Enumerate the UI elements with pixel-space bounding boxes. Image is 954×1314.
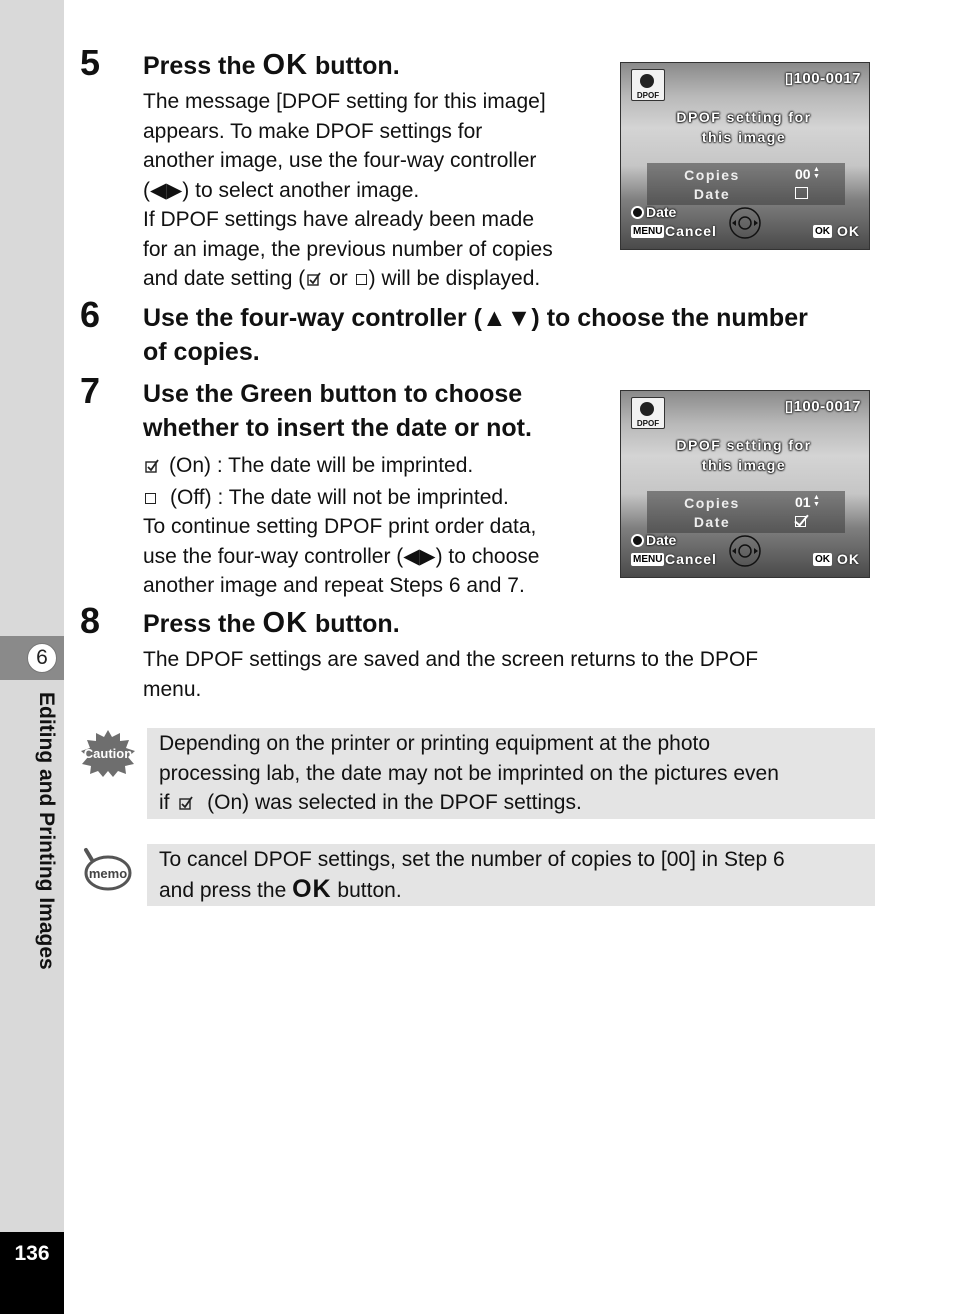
body-line: The DPOF settings are saved and the screen returns to the DPOF [143, 648, 759, 671]
body-line: appears. To make DPOF settings for [143, 119, 483, 143]
menu-key-icon: MENU [633, 554, 663, 565]
page-number: 136 [14, 1242, 50, 1265]
note-line [159, 875, 863, 906]
ok-symbol: OK [262, 49, 309, 81]
chapter-title: Editing and Printing Images [35, 692, 58, 970]
green-button-label: Date [646, 204, 677, 220]
checkbox-checked-icon [145, 459, 159, 473]
dpof-icon: DPOF [631, 69, 665, 101]
heading-text: Press the [143, 610, 263, 638]
body-text: and date setting ( [143, 267, 306, 290]
green-button-icon [631, 206, 644, 219]
green-button-label: Date [646, 532, 677, 548]
body-line: another image, use the four-way controller [143, 149, 537, 172]
heading-text: button. [308, 52, 400, 80]
note-line [159, 788, 863, 818]
body-line: menu. [143, 677, 202, 701]
body-text: ) will be displayed. [368, 267, 541, 290]
step-number: 8 [80, 600, 101, 641]
file-number-text: 100-0017 [793, 70, 861, 87]
body-text: or [323, 267, 354, 290]
cancel-label: Cancel [665, 551, 717, 567]
step-number: 5 [80, 42, 101, 83]
caution-icon-label: Caution [83, 746, 133, 761]
up-down-arrows-icon: ▲ ▼ [813, 494, 820, 508]
heading-line: Use the four-way controller (▲▼) to choose the number [143, 304, 808, 332]
chapter-number: 6 [27, 643, 57, 673]
note-text: if [159, 791, 176, 814]
date-label: Date [693, 514, 731, 530]
green-button-icon [631, 534, 644, 547]
step-body [143, 87, 553, 294]
up-down-arrows-icon: ▲ ▼ [813, 166, 820, 180]
note-line: To cancel DPOF settings, set the number of copies to [00] in Step 6 [159, 848, 785, 871]
ok-label: OK [837, 551, 860, 567]
settings-panel [647, 491, 845, 533]
body-line: for an image, the previous number of copies [143, 237, 553, 261]
body-line: The message [DPOF setting for this image] [143, 90, 546, 113]
file-number-text: 100-0017 [793, 398, 861, 415]
checkbox-empty-icon [356, 274, 367, 285]
step-number: 6 [80, 294, 101, 335]
checkbox-empty-icon [145, 493, 156, 504]
cancel-label: Cancel [665, 223, 717, 239]
heading-text: button. [308, 610, 400, 638]
ok-symbol: OK [292, 874, 332, 903]
copies-value: 00 [795, 166, 811, 182]
ok-key-icon: OK [815, 226, 830, 237]
step-body [143, 645, 758, 704]
step-heading [143, 301, 808, 369]
body-line: (◀▶) to select another image. [143, 178, 420, 202]
camera-screen [620, 390, 870, 578]
heading-line: Use the Green button to choose [143, 380, 523, 408]
dpof-icon: DPOF [631, 397, 665, 429]
copies-value: 01 [795, 494, 811, 510]
caution-icon [78, 728, 138, 778]
body-line: use the four-way controller (◀▶) to choose [143, 544, 540, 568]
note-text: button. [331, 878, 402, 902]
four-way-controller-icon [728, 206, 762, 240]
memo-icon-label: memo [88, 866, 128, 881]
option-off [143, 482, 509, 514]
option-on [143, 450, 509, 482]
ok-key-icon: OK [815, 554, 830, 565]
checkbox-checked-icon [307, 272, 321, 286]
menu-key-icon: MENU [633, 226, 663, 237]
memo-icon [80, 846, 132, 892]
note-text: (On) was selected in the DPOF settings. [201, 791, 582, 814]
step-heading [143, 377, 532, 445]
message-line: DPOF setting for [676, 109, 812, 125]
caution-note [147, 728, 875, 819]
option-text: (Off) : The date will not be imprinted. [170, 486, 509, 509]
heading-line: whether to insert the date or not. [143, 414, 532, 442]
message-line: this image [701, 457, 787, 473]
message-line: DPOF setting for [676, 437, 812, 453]
four-way-controller-icon [728, 534, 762, 568]
memo-note [147, 844, 875, 906]
ok-symbol: OK [262, 607, 309, 639]
heading-line: of copies. [143, 338, 260, 366]
step-body [143, 512, 539, 601]
date-checkbox-checked-icon [793, 513, 811, 529]
settings-panel [647, 163, 845, 205]
camera-screen [620, 62, 870, 250]
file-number: ▯100-0017 [784, 398, 861, 415]
body-line [143, 264, 553, 294]
option-text: (On) : The date will be imprinted. [169, 454, 474, 477]
step-heading [143, 48, 400, 83]
note-line: Depending on the printer or printing equipment at the photo [159, 732, 711, 755]
note-text: and press the [159, 878, 293, 902]
ok-label: OK [837, 223, 860, 239]
screen-message [621, 435, 867, 475]
screen-message [621, 107, 867, 147]
body-line: If DPOF settings have already been made [143, 208, 535, 231]
file-number: ▯100-0017 [784, 70, 861, 87]
checkbox-checked-icon [179, 796, 193, 810]
message-line: this image [701, 129, 787, 145]
date-options [143, 450, 509, 514]
date-checkbox-empty-icon [795, 187, 808, 199]
step-number: 7 [80, 370, 101, 411]
body-line: another image and repeat Steps 6 and 7. [143, 574, 525, 597]
body-line: To continue setting DPOF print order data, [143, 515, 537, 538]
step-heading [143, 606, 400, 641]
copies-label: Copies [684, 167, 740, 183]
heading-text: Press the [143, 52, 263, 80]
date-label: Date [693, 186, 731, 202]
copies-label: Copies [684, 495, 740, 511]
note-line: processing lab, the date may not be imprinted on the pictures even [159, 761, 779, 785]
